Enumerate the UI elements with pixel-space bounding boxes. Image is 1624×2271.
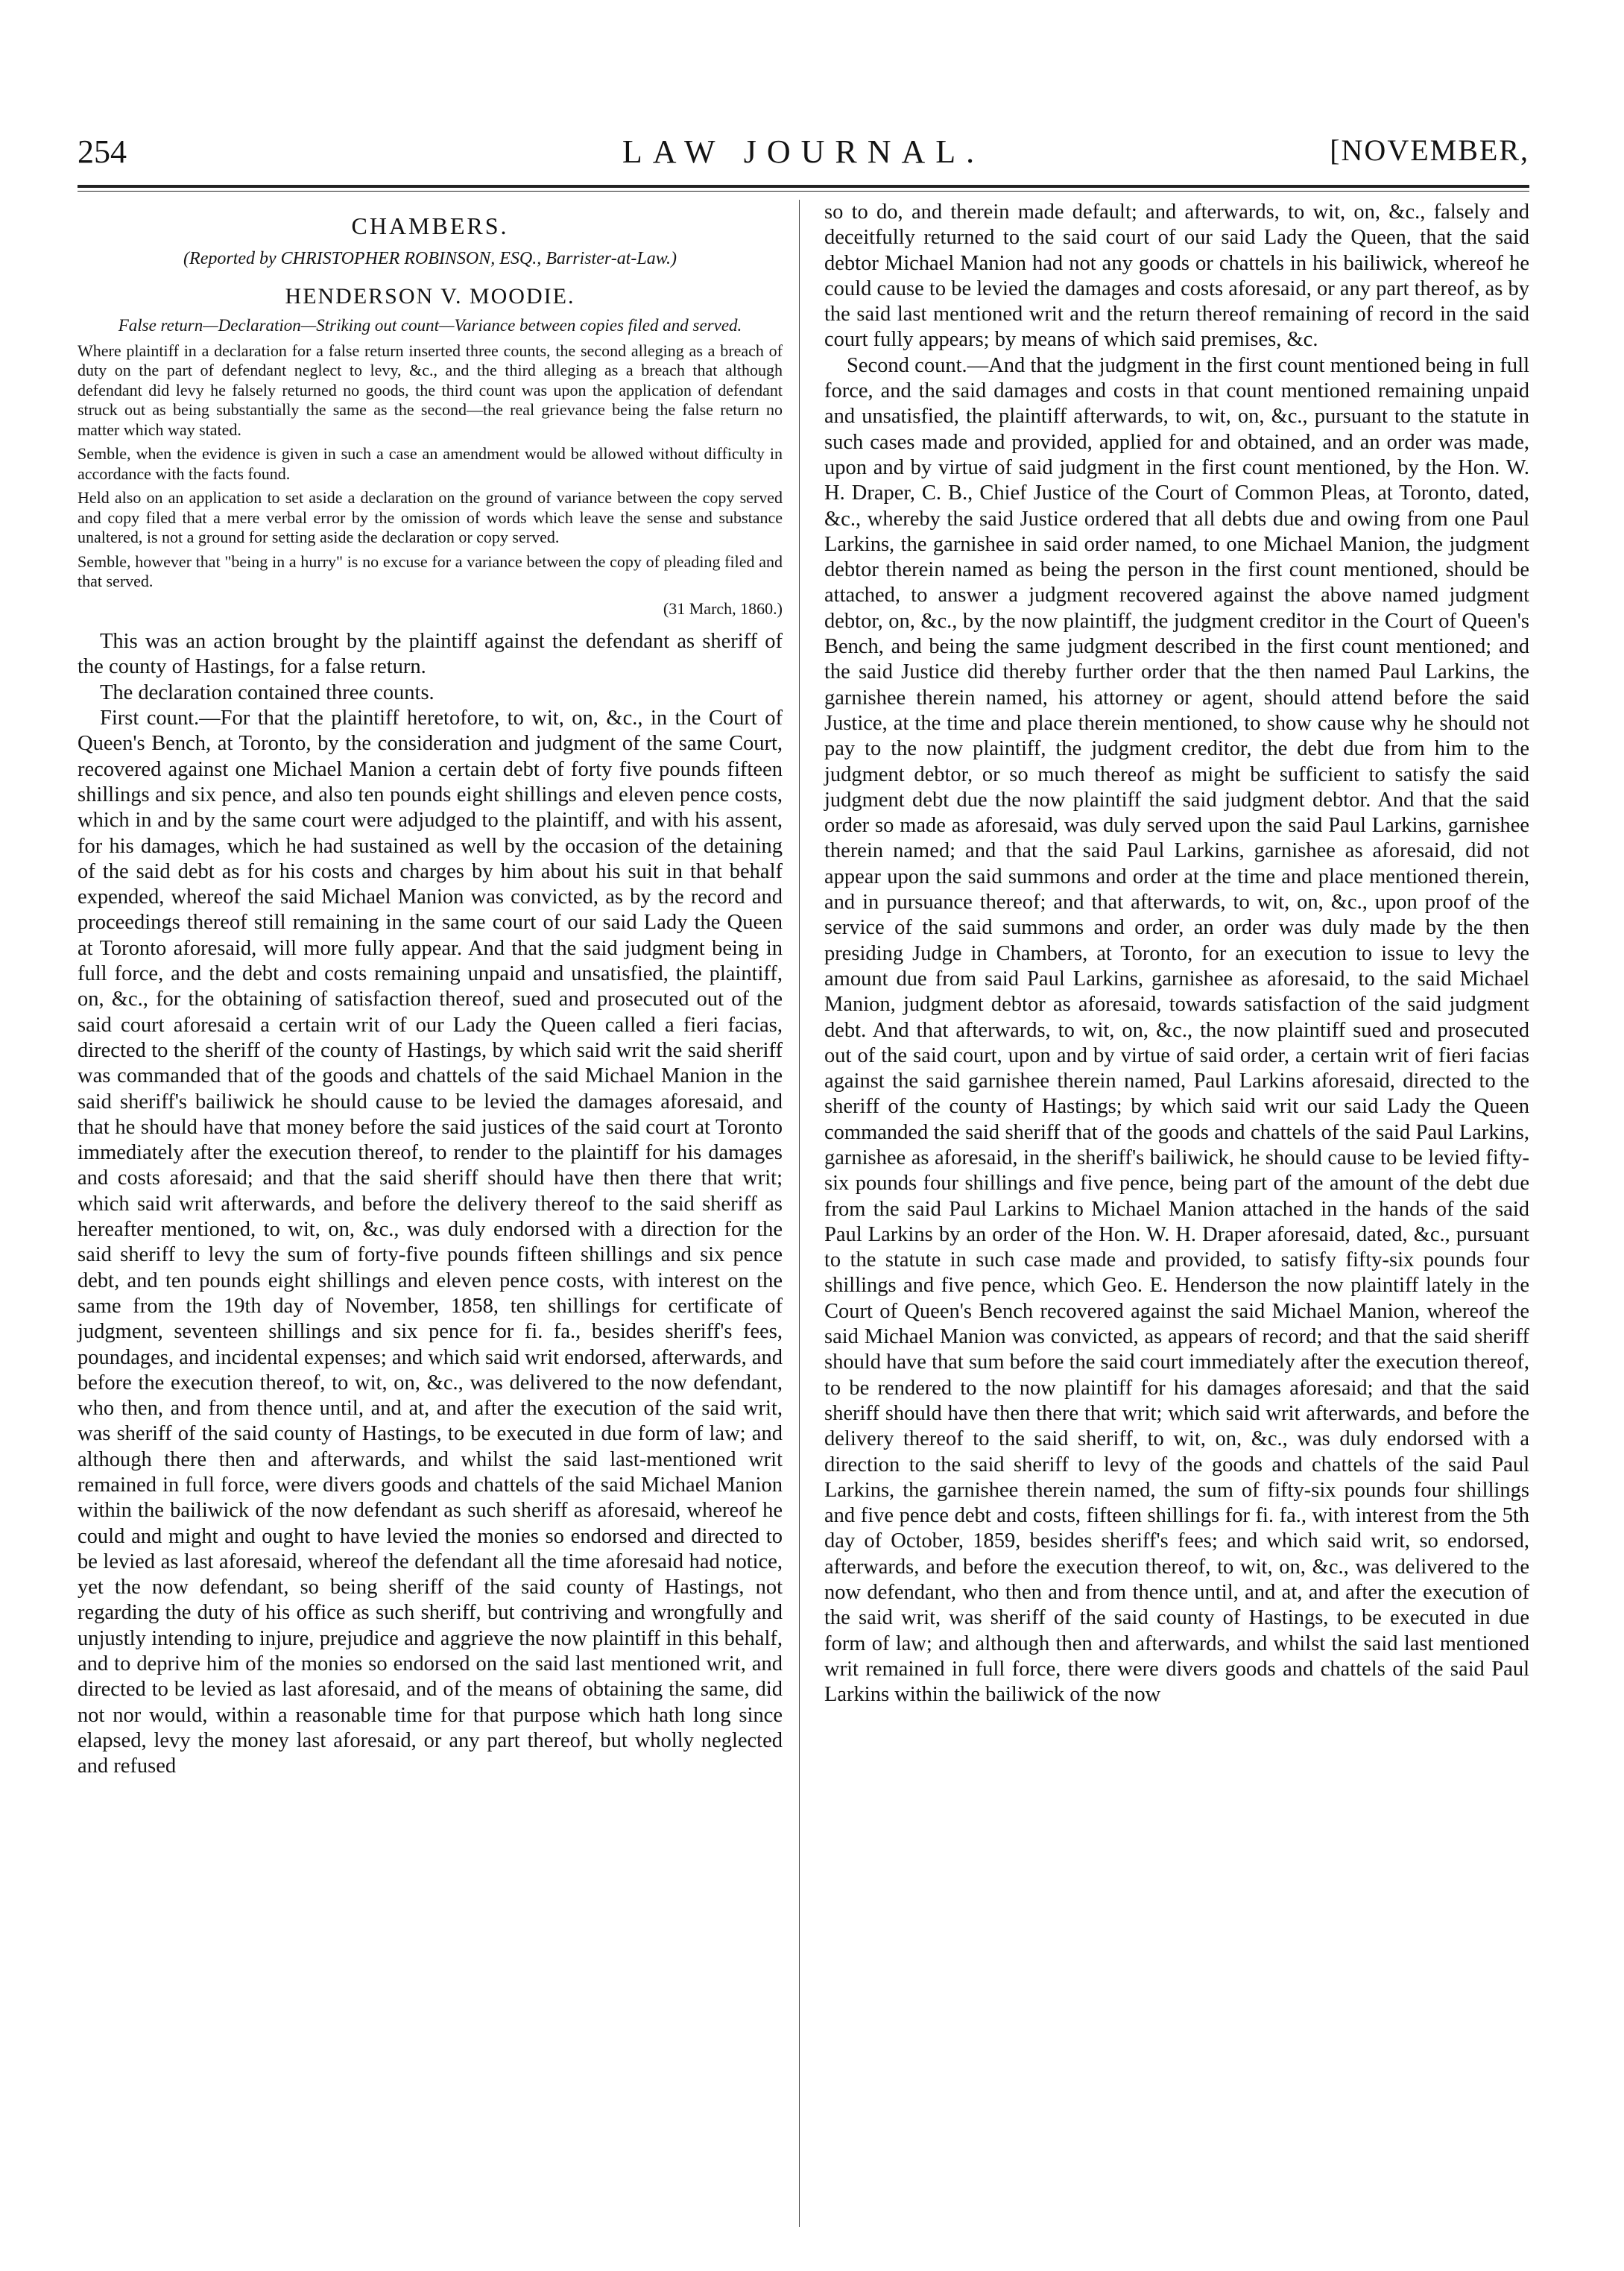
headnote: Held also on an application to set aside a declaration on the ground of variance between the copy served and copy filed that a mere verbal error by the omission of words which leave the sense and substance unaltered, is not a ground for setting aside the declaration or copy served. <box>78 488 783 547</box>
page-number: 254 <box>78 133 127 170</box>
decision-date: (31 March, 1860.) <box>663 598 783 618</box>
body-paragraph: The declaration contained three counts. <box>100 680 435 704</box>
section-title: CHAMBERS. <box>351 212 509 239</box>
header-rule-thin <box>78 191 1529 192</box>
running-header <box>78 133 1529 177</box>
headnote: Semble, when the evidence is given in such a case an amendment would be allowed without difficulty in accordance with the facts found. <box>78 444 783 483</box>
body-paragraph: First count.—For that the plaintiff heretofore, to wit, on, &c., in the Court of Queen's Bench, at Toronto, by the consideration and judgment of the same Court, recovered against one Michael Manion a certain debt of forty five pounds fifteen shillings and six pence, and also ten pounds eight shillings and eleven pence costs, which in and by the same court were adjudged to the plaintiff, and with his assent, for his damages, which he had sustained as well by the occasion of the detaining of the said debt as for his costs and charges by him about his suit in that behalf expended, whereof the said Michael Manion was convicted, as by the record and proceedings thereof still remaining in the same court of our said Lady the Queen at Toronto aforesaid, will more fully appear. And that the said judgment being in full force, and the debt and costs remaining unpaid and unsatisfied, the plaintiff, on, &c., for the obtaining of satisfaction thereof, sued and prosecuted out of the said court aforesaid a certain writ of our Lady the Queen called a fieri facias, directed to the sheriff of the county of Hastings, by which said writ the said sheriff was commanded that of the goods and chattels of the said Michael Manion in the said sheriff's bailiwick he should cause to be levied the damages aforesaid, and that he should have that money before the said justices of the said court at Toronto immediately after the execution thereof, to render to the plaintiff for his damages and costs aforesaid; and that the said sheriff should have then there that writ; which said writ afterwards, and before the delivery thereof to the said sheriff as hereafter mentioned, to wit, on, &c., was duly endorsed with a direction for the said sheriff to levy the sum of forty-five pounds fifteen shillings and six pence debt, and ten pounds eight shillings and eleven pence costs, with interest on the same from the 19th day of November, 1858, ten shillings for certificate of judgment, seventeen shillings and six pence for fi. fa., besides sheriff's fees, poundages, and incidental expenses; and which said writ endorsed, afterwards, and before the execution thereof, to wit, on, &c., was delivered to the now defendant, who then, and from thence until, and at, and after the execution of the said writ, was sheriff of the said county of Hastings, to be executed in due form of law; and although there then and afterwards, and whilst the said last-mentioned writ remained in full force, were divers goods and chattels of the said Michael Manion within the bailiwick of the now defendant as such sheriff as aforesaid, whereof he could and might and ought to have levied the monies so endorsed and directed to be levied as last aforesaid, whereof the defendant all the time aforesaid had notice, yet the now defendant, so being sheriff of the said county of Hastings, not regarding the duty of his office as such sheriff, but contriving and wrongfully and unjustly intending to injure, prejudice and aggrieve the now plaintiff in this behalf, and to deprive him of the monies so endorsed on the said last mentioned writ, and directed to be levied as last aforesaid, and of the means of obtaining the same, did not nor would, within a reasonable time for that purpose which hath long since elapsed, levy the money last aforesaid, or any part thereof, but wholly neglected and refused <box>78 707 783 1778</box>
headnote: Semble, however that "being in a hurry" is no excuse for a variance between the copy of pleading filed and that served. <box>78 552 783 591</box>
running-title: LAW JOURNAL. <box>622 133 985 170</box>
case-title: HENDERSON V. MOODIE. <box>285 283 575 309</box>
body-paragraph: so to do, and therein made default; and afterwards, to wit, on, &c., falsely and deceitfully returned to the said court of our said Lady the Queen, that the said debtor Michael Manion had not any goods or chattels in his bailiwick, whereof he could cause to be levied the damages and costs aforesaid, or any part thereof, as by the said last mentioned writ and the return thereof remaining of record in the said court fully appears; by means of which said premises, &c. <box>824 200 1529 352</box>
body-paragraph: This was an action brought by the plaintiff against the defendant as sheriff of the county of Hastings, for a false return. <box>78 630 783 679</box>
reporter-credit: (Reported by CHRISTOPHER ROBINSON, ESQ., Barrister-at-Law.) <box>183 249 677 269</box>
column-divider <box>799 200 800 2227</box>
issue-month: [NOVEMBER, <box>1330 133 1529 167</box>
header-rule <box>78 185 1529 188</box>
body-paragraph: Second count.—And that the judgment in the first count mentioned being in full force, and the said damages and costs in that count mentioned remaining unpaid and unsatisfied, the plaintiff afterwards, to wit, on, &c., pursuant to the statute in such cases made and provided, applied for and obtained, and an order was made, upon and by virtue of said judgment in the first count mentioned, by the Hon. W. H. Draper, C. B., Chief Justice of the Court of Common Pleas, at Toronto, dated, &c., whereby the said Justice ordered that all debts due and owing from one Paul Larkins, the garnishee in said order named, to one Michael Manion, the judgment debtor therein named as being the person in the first count mentioned, should be attached, to answer a judgment recovered against the above named judgment debtor, on, &c., by the now plaintiff, the judgment creditor in the Court of Queen's Bench, and being the same judgment described in the first count mentioned; and the said Justice did thereby further order that the then named Paul Larkins, the garnishee therein named, his attorney or agent, should attend before the said Justice, at the time and place therein mentioned, to show cause why he should not pay to the now plaintiff, the judgment creditor, the debt due from him to the judgment debtor, or so much thereof as might be sufficient to satisfy the said judgment debt due the now plaintiff the said judgment debtor. And that the said order so made as aforesaid, was duly served upon the said Paul Larkins, garnishee therein named; and that the said Paul Larkins, garnishee as aforesaid, did not appear upon the said summons and order at the time and place mentioned therein, and in pursuance thereof; and that afterwards, to wit, on, &c., upon proof of the service of the said summons and order, an order was duly made by the then presiding Judge in Chambers, at Toronto, for an execution to issue to levy the amount due from said Paul Larkins, garnishee as aforesaid, to the said Michael Manion, judgment debtor as aforesaid, towards satisfaction of the said judgment debt. And that afterwards, to wit, on, &c., the now plaintiff sued and prosecuted out of the said court, upon and by virtue of said order, a certain writ of fieri facias against the said garnishee therein named, Paul Larkins aforesaid, directed to the sheriff of the county of Hastings; by which said writ our said Lady the Queen commanded the said sheriff that of the goods and chattels of the said Paul Larkins, garnishee as aforesaid, in the sheriff's bailiwick, he should cause to be levied fifty-six pounds four shillings and five pence, being part of the amount of the debt due from the said Paul Larkins to Michael Manion attached in the hands of the said Paul Larkins by an order of the Hon. W. H. Draper aforesaid, dated, &c., pursuant to the statute in such case made and provided, to satisfy fifty-six pounds four shillings and five pence, which Geo. E. Henderson the now plaintiff lately in the Court of Queen's Bench recovered against the said Michael Manion, whereof the said Michael Manion was convicted, as appears of record; and that the said sheriff should have that sum before the said court immediately after the execution thereof, to be rendered to the now plaintiff for his damages aforesaid; and that the said sheriff should have then there that writ; which said writ afterwards, and before the delivery thereof to the said sheriff, to wit, on, &c., was duly endorsed with a direction to the said sheriff to levy of the goods and chattels of the said Paul Larkins, the garnishee therein named, the sum of fifty-six pounds four shillings and five pence debt and costs, fifteen shillings for fi. fa., with interest from the 5th day of October, 1859, besides sheriff's fees; and which said writ, so endorsed, afterwards, and before the execution thereof, to wit, on, &c., was delivered to the now defendant, who then and from thence until, and at, and after the execution of the said writ, was sheriff of the said county of Hastings, to be executed in due form of law; and although then and afterwards, and whilst the said last mentioned writ remained in full force, there were divers goods and chattels of the said Paul Larkins within the bailiwick of the now <box>824 353 1529 1707</box>
catchwords: False return—Declaration—Striking out count—Variance between copies filed and served. <box>118 315 742 335</box>
headnote: Where plaintiff in a declaration for a false return inserted three counts, the second alleging as a breach of duty on the part of defendant neglect to levy, &c., and the third alleging as a breach that although defendant did levy he falsely returned no goods, the third count was upon the application of defendant struck out as being substantially the same as the second—the real grievance being the false return no matter which way stated. <box>78 341 783 439</box>
right-column <box>824 200 1529 1708</box>
left-column <box>78 200 783 1780</box>
